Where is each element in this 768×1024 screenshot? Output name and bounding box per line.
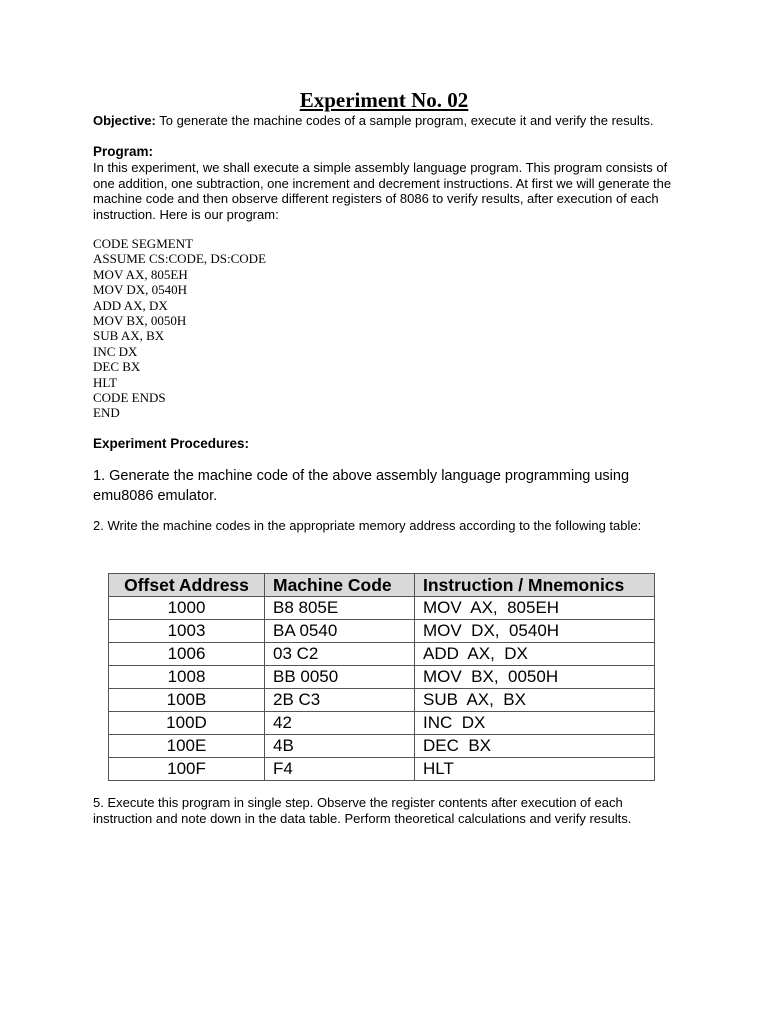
machine-code-table (108, 573, 655, 781)
cell-machine-code: 2B C3 (265, 689, 415, 712)
procedure-step-2: 2. Write the machine codes in the appropriate memory address according to the following table: (93, 518, 642, 533)
cell-machine-code: 42 (265, 712, 415, 735)
cell-machine-code: BA 0540 (265, 620, 415, 643)
table-row (109, 666, 655, 689)
cell-offset: 100E (109, 735, 265, 758)
code-line: MOV DX, 0540H (93, 282, 188, 298)
code-line: HLT (93, 374, 118, 390)
cell-offset: 100D (109, 712, 265, 735)
code-line: MOV AX, 805EH (93, 266, 188, 282)
table-row (109, 758, 655, 781)
cell-machine-code: B8 805E (265, 597, 415, 620)
code-line: ASSUME CS:CODE, DS:CODE (93, 251, 267, 267)
table-row (109, 620, 655, 643)
cell-mnemonic: MOV DX, 0540H (415, 620, 655, 643)
code-line: DEC BX (93, 359, 141, 375)
code-line: END (93, 405, 120, 421)
program-intro: In this experiment, we shall execute a simple assembly language program. This program consists of one addition, one subtraction, one increment and decrement instructions. At first we will generate the machine code and then observe different registers of 8086 to verify results, after execution of each instruction. Here is our program: (93, 160, 672, 222)
cell-mnemonic: INC DX (415, 712, 655, 735)
assembly-code-listing (93, 236, 266, 421)
cell-offset: 100B (109, 689, 265, 712)
table-header-row (109, 574, 655, 597)
cell-mnemonic: MOV AX, 805EH (415, 597, 655, 620)
code-line: CODE ENDS (93, 390, 166, 406)
procedures-heading: Experiment Procedures: (93, 436, 250, 451)
code-line: ADD AX, DX (93, 297, 168, 313)
objective-label: Objective: (93, 113, 156, 128)
table-row (109, 643, 655, 666)
cell-offset: 100F (109, 758, 265, 781)
code-line: INC DX (93, 343, 138, 359)
code-line: CODE SEGMENT (93, 236, 194, 251)
procedure-step-1: 1. Generate the machine code of the above assembly language programming using emu8086 emulator. (93, 468, 630, 504)
table-row (109, 689, 655, 712)
cell-mnemonic: SUB AX, BX (415, 689, 655, 712)
page-title: Experiment No. 02 (299, 88, 469, 112)
table-row (109, 712, 655, 735)
code-line: SUB AX, BX (93, 328, 165, 344)
cell-offset: 1003 (109, 620, 265, 643)
table-row (109, 735, 655, 758)
cell-mnemonic: MOV BX, 0050H (415, 666, 655, 689)
objective-text: To generate the machine codes of a sample program, execute it and verify the results. (155, 113, 654, 128)
cell-machine-code: F4 (265, 758, 415, 781)
code-line: MOV BX, 0050H (93, 313, 187, 329)
program-heading: Program: (93, 144, 154, 159)
cell-machine-code: 03 C2 (265, 643, 415, 666)
cell-mnemonic: DEC BX (415, 735, 655, 758)
cell-machine-code: 4B (265, 735, 415, 758)
cell-machine-code: BB 0050 (265, 666, 415, 689)
cell-offset: 1000 (109, 597, 265, 620)
cell-offset: 1006 (109, 643, 265, 666)
header-offset-address: Offset Address (109, 574, 265, 597)
table-row (109, 597, 655, 620)
cell-mnemonic: HLT (415, 758, 655, 781)
procedure-step-5: 5. Execute this program in single step. Observe the register contents after execution of each instruction and note down in the data table. Perform theoretical calculations and verify results. (93, 795, 632, 826)
cell-mnemonic: ADD AX, DX (415, 643, 655, 666)
header-machine-code: Machine Code (265, 574, 415, 597)
cell-offset: 1008 (109, 666, 265, 689)
header-instruction: Instruction / Mnemonics (415, 574, 655, 597)
objective-paragraph (93, 113, 673, 129)
